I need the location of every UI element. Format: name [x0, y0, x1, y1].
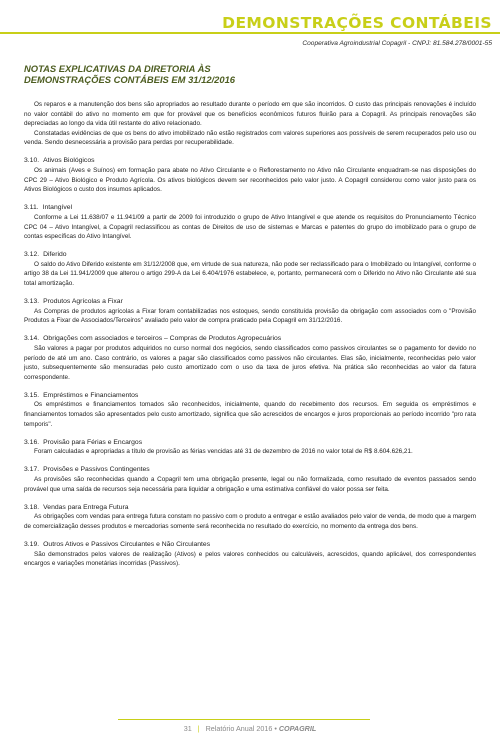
notes-title-line2: DEMONSTRAÇÕES CONTÁBEIS EM 31/12/2016 [24, 73, 235, 85]
section-number: 3.14. [24, 335, 40, 343]
section-number: 3.12. [24, 251, 40, 259]
page-header [0, 0, 500, 56]
section-paragraph: As Compras de produtos agrícolas a Fixar foram contabilizadas nos estoques, sendo constituída provisão da obrigação com associados com o "Provisão Produtos a Fixar de Associados/Terceiros" avaliado pelo valor de compra praticado pela Copagril em 31/12/2016. [24, 307, 476, 325]
section-title: Produtos Agrícolas a Fixar [43, 298, 123, 306]
section-produtos-agricolas [24, 297, 476, 326]
section-ferias [24, 438, 476, 457]
section-paragraph: Conforme a Lei 11.638/07 e 11.941/09 a partir de 2009 foi introduzido o grupo de Ativo Intangível e que atende os requisitos do Pronunciamento Técnico CPC 04 – Ativo Intangível, a Copagril reclassificou as contas de Direitos de uso de sistemas e Marcas e patentes do grupo do imobilizado para o grupo de contas específicas do Ativo Intangível. [24, 213, 476, 241]
section-paragraph: As provisões são reconhecidas quando a Copagril tem uma obrigação presente, legal ou não formalizada, como resultado de eventos passados sendo provável que uma saída de recursos seja necessária para liquidar a obrigação e uma estimativa confiável do valor possa ser feita. [24, 476, 476, 493]
section-paragraph: Os animais (Aves e Suínos) em formação para abate no Ativo Circulante e o Reflorestamento no Ativo não Circulante enquadram-se nas disposições do CPC 29 – Ativo Biológico e Produto Agrícola. Os ativos biológicos devem ser reconhecidos pelo valor justo. A Copagril considerou como valor justo para os Ativos Biológicos o custo dos insumos aplicados. [24, 167, 476, 194]
section-intangivel [24, 203, 476, 241]
section-provisoes [24, 465, 476, 494]
section-emprestimos [24, 391, 476, 429]
header-divider [0, 32, 500, 34]
section-heading [24, 334, 476, 344]
footer-divider [118, 719, 370, 720]
section-title: Obrigações com associados e terceiros – Compras de Produtos Agropecuários [43, 335, 282, 343]
section-paragraph: O saldo do Ativo Diferido existente em 31/12/2008 que, em virtude de sua natureza, não pode ser reclassificado para o Imobilizado ou Intangível, conforme o artigo 38 da Lei 11.941/2009 que alterou o artigo 299-A da Lei 6.404/1976 estabelece, e, portanto, permanecerá com o Diferido no Ativo não Circulante até sua total amortização. [24, 260, 476, 287]
section-heading [24, 156, 476, 166]
footer-brand: COPAGRIL [278, 724, 317, 733]
section-heading [24, 297, 476, 307]
section-title: Diferido [43, 251, 67, 259]
section-paragraph: São demonstrados pelos valores de realização (Ativos) e pelos valores conhecidos ou calculáveis, acrescidos, quando aplicável, dos correspondentes encargos e variações monetárias incorridas (Passivos). [24, 550, 476, 568]
page-footer [0, 710, 500, 740]
header-subtitle: Cooperativa Agroindustrial Copagril - CNPJ: 81.584.278/0001-55 [302, 40, 492, 47]
section-outros-ativos [24, 540, 476, 569]
section-paragraph: São valores a pagar por produtos adquiridos no curso normal dos negócios, sendo classificados como passivos circulantes se o pagamento for devido no período de até um ano. Caso contrário, os valores a pagar são classificados como passivos não circulantes. Elas são, inicialmente, reconhecidas pelo valor justo, subsequentemente são mensuradas pelo custo amortizado com o uso da taxa de juros efetiva. Na prática são reconhecidas ao valor da fatura correspondente. [24, 344, 476, 381]
section-number: 3.19. [24, 540, 40, 548]
section-title: Vendas para Entrega Futura [43, 503, 129, 511]
section-number: 3.13. [24, 298, 40, 306]
report-name: Relatório Anual 2016 [205, 724, 273, 733]
notes-content [24, 100, 476, 569]
section-diferido [24, 250, 476, 288]
notes-title [24, 64, 235, 85]
section-paragraph: As obrigações com vendas para entrega futura constam no passivo com o produto a entregar e estão avaliados pelo valor de venda, de modo que a margem de comercialização desses produtos e mercadorias somente será reconhecida no resultado do exercício, no momento da entrega dos bens. [24, 513, 476, 530]
section-title: Provisões e Passivos Contingentes [43, 466, 150, 474]
section-paragraph: Foram calculadas e apropriadas a título de provisão as férias vencidas até 31 de dezembro de 2016 no valor total de R$ 8.604.626,21. [34, 448, 413, 456]
section-paragraph: Os empréstimos e financiamentos tomados são reconhecidos, inicialmente, quando do recebimento dos recursos. Em seguida os empréstimos e financiamentos tomados são apresentados pelo custo amortizado, significa que são acrescidos de encargos e juros proporcionais ao período incorrido "pro rata temporis". [24, 401, 476, 428]
intro-block [24, 100, 476, 148]
section-heading [24, 203, 476, 213]
section-ativos-biologicos [24, 156, 476, 194]
section-heading [24, 465, 476, 475]
notes-title-line1: NOTAS EXPLICATIVAS DA DIRETORIA ÀS [24, 63, 211, 74]
section-title: Empréstimos e Financiamentos [43, 391, 139, 399]
section-title: Outros Ativos e Passivos Circulantes e Não Circulantes [43, 540, 211, 548]
section-obrigacoes [24, 334, 476, 382]
section-heading [24, 438, 476, 448]
section-number: 3.17. [24, 466, 40, 474]
section-title: Ativos Biológicos [43, 157, 95, 165]
intro-paragraph: Constatadas evidências de que os bens do ativo imobilizado não estão registrados com valores superiores aos possíveis de serem recuperados pelo uso ou venda. Sendo desnecessária a provisão para perdas por recuperabilidade. [24, 129, 476, 147]
section-number: 3.16. [24, 438, 40, 446]
section-number: 3.11. [24, 204, 39, 212]
section-number: 3.15. [24, 391, 40, 399]
section-title: Provisão para Férias e Encargos [43, 438, 143, 446]
section-heading [24, 250, 476, 260]
footer-bullet: • [274, 724, 277, 733]
section-heading [24, 391, 476, 401]
intro-paragraph: Os reparos e a manutenção dos bens são apropriados ao resultado durante o período em que são incorridos. O custo das principais renovações é incluído no valor contábil do ativo no momento em que for provável que os benefícios econômicos futuros fluirão para a Copagril. As principais renovações são depreciadas ao longo da vida útil restante do ativo relacionado. [24, 101, 476, 128]
section-number: 3.18. [24, 503, 40, 511]
page-number: 31 [183, 724, 192, 733]
section-vendas-futura [24, 503, 476, 532]
footer-text: 31 | Relatório Anual 2016 • COPAGRIL [183, 724, 317, 733]
section-number: 3.10. [24, 157, 40, 165]
section-heading [24, 503, 476, 513]
section-heading [24, 540, 476, 550]
section-title: Intangível [42, 204, 73, 212]
header-title: DEMONSTRAÇÕES CONTÁBEIS [222, 14, 492, 32]
